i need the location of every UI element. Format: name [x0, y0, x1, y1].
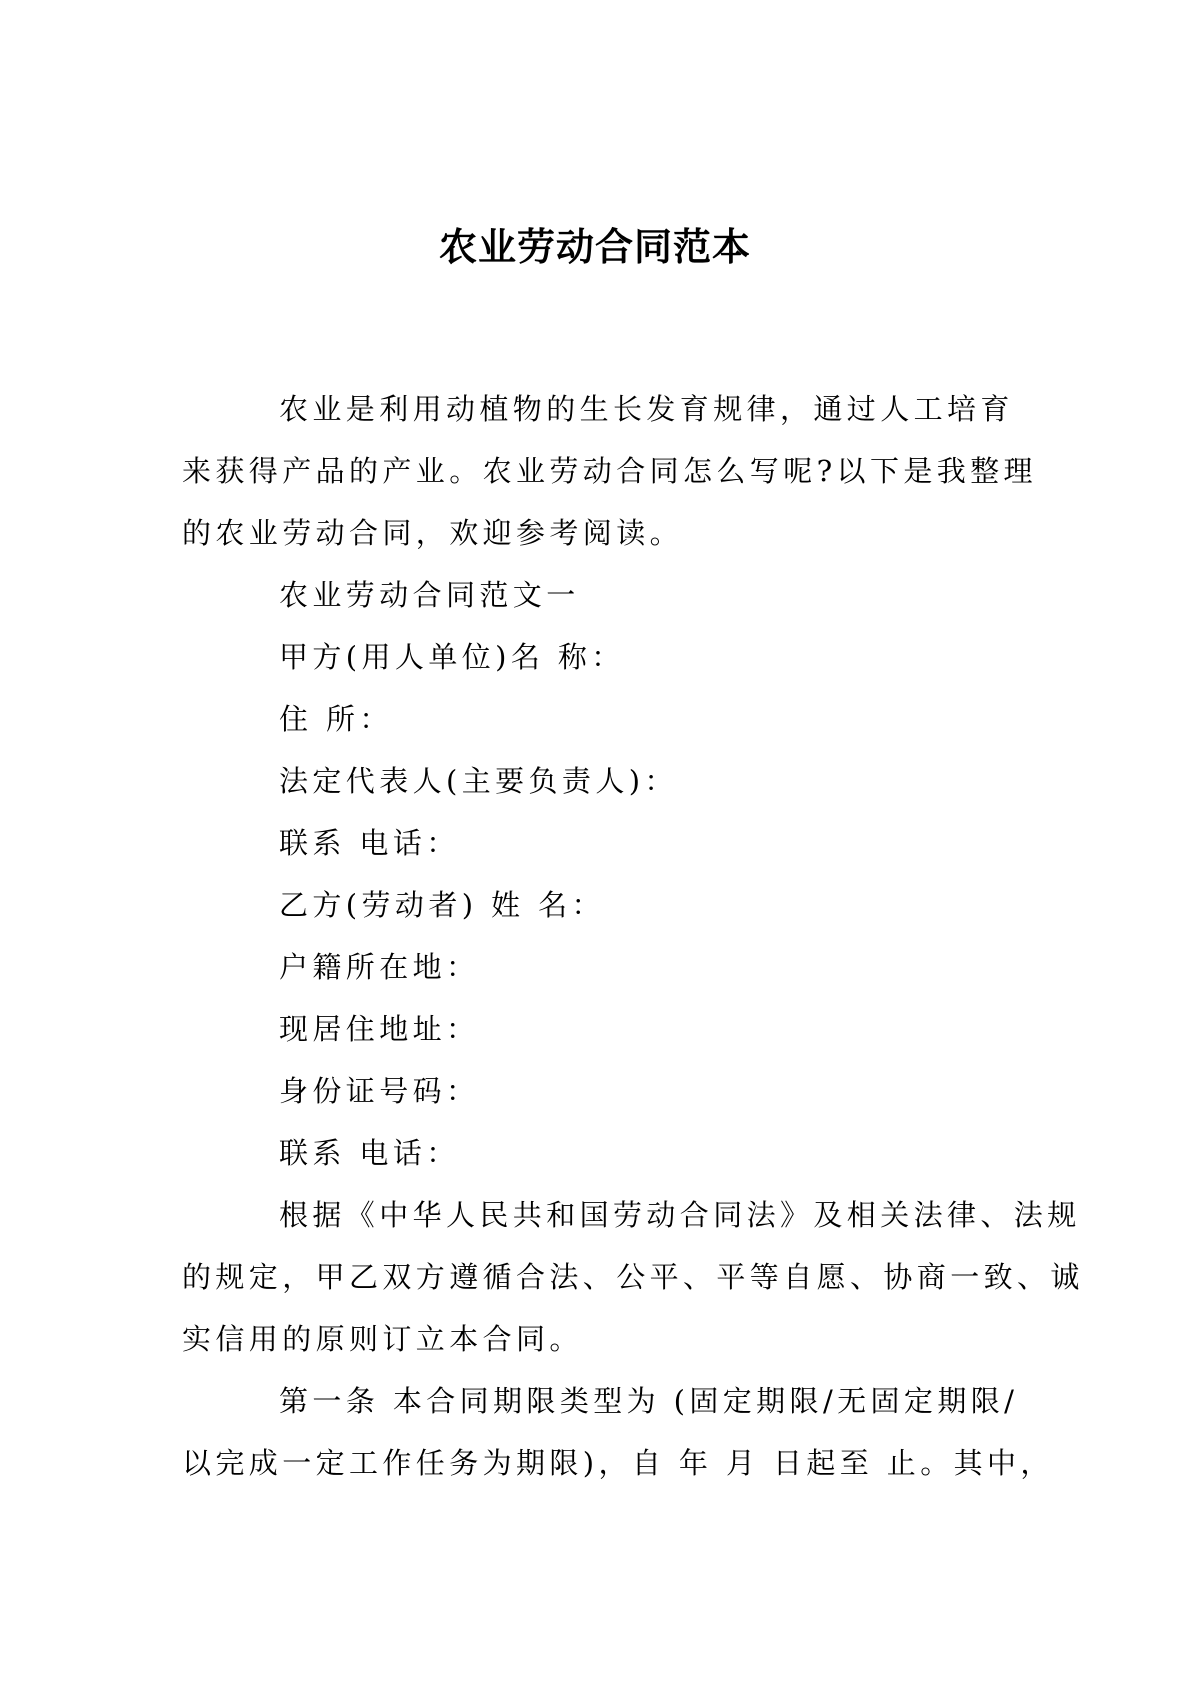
text-line: 以完成一定工作任务为期限)，自 年 月 日起至 止。其中， [182, 1446, 1054, 1480]
section-heading: 农业劳动合同范文一 [279, 578, 580, 612]
text-line: 的规定，甲乙双方遵循合法、公平、平等自愿、协商一致、诚 [182, 1260, 1084, 1294]
legal-representative-field: 法定代表人(主要负责人)： [279, 764, 678, 798]
party-a-address-field: 住 所： [279, 702, 393, 736]
party-b-phone-field: 联系 电话： [279, 1136, 460, 1170]
party-a-phone-field: 联系 电话： [279, 826, 460, 860]
text-line: 实信用的原则订立本合同。 [182, 1322, 583, 1356]
article-one: 第一条 本合同期限类型为 (固定期限/无固定期限/ [279, 1384, 1019, 1418]
party-b-name-field: 乙方(劳动者) 姓 名： [279, 888, 605, 922]
text-line: 农业是利用动植物的生长发育规律，通过人工培育 [279, 392, 1014, 426]
party-a-name-field: 甲方(用人单位)名 称： [279, 640, 625, 674]
current-address-field: 现居住地址： [279, 1012, 480, 1046]
household-registration-field: 户籍所在地： [279, 950, 480, 984]
text-line: 的农业劳动合同，欢迎参考阅读。 [182, 516, 684, 550]
text-line: 来获得产品的产业。农业劳动合同怎么写呢?以下是我整理 [182, 454, 1037, 488]
id-number-field: 身份证号码： [279, 1074, 480, 1108]
document-title: 农业劳动合同范本 [438, 224, 751, 269]
document-body [182, 378, 1084, 1494]
text-line: 根据《中华人民共和国劳动合同法》及相关法律、法规 [279, 1198, 1081, 1232]
